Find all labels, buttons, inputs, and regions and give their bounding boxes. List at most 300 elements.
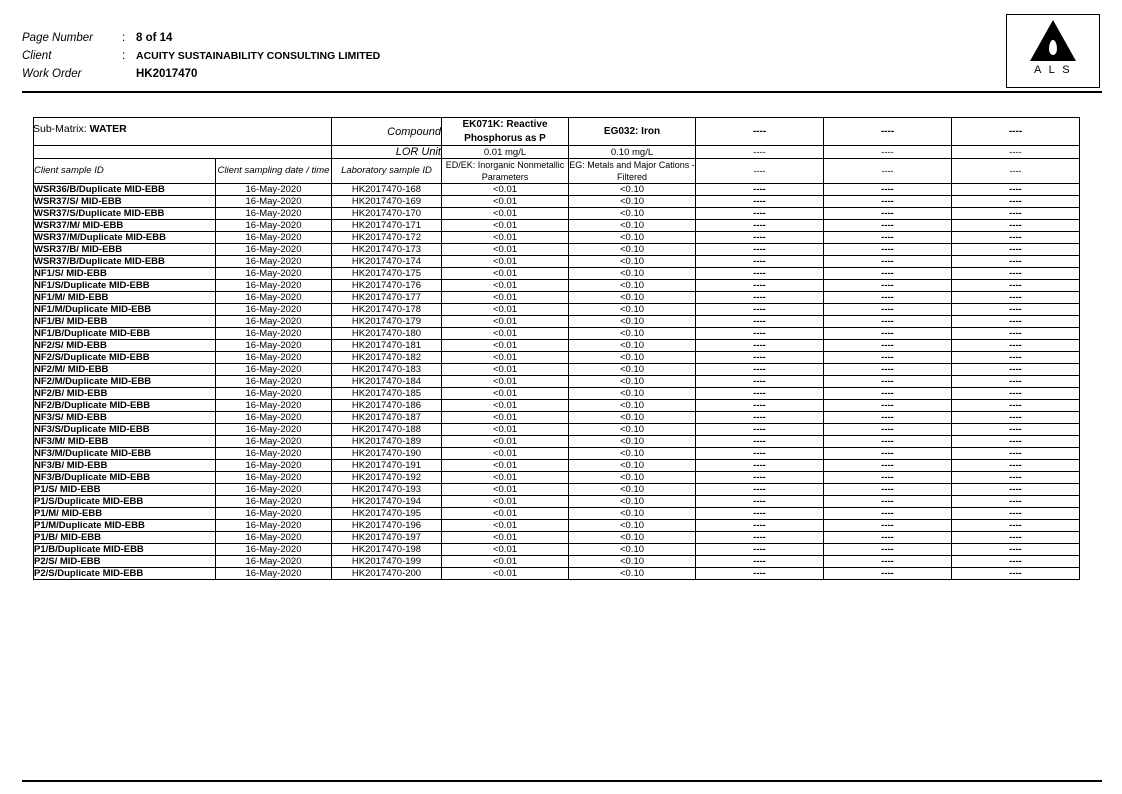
cell-sampling-date: 16-May-2020	[216, 532, 332, 544]
cell-result: <0.10	[569, 544, 696, 556]
cell-sampling-date: 16-May-2020	[216, 388, 332, 400]
cell-empty-result: ----	[952, 196, 1080, 208]
cell-empty-result: ----	[696, 532, 824, 544]
analyte-group: ED/EK: Inorganic Nonmetallic Parameters	[442, 159, 569, 184]
cell-empty-result: ----	[696, 364, 824, 376]
cell-client-sample-id: NF2/B/ MID-EBB	[34, 388, 216, 400]
cell-laboratory-sample-id: HK2017470-193	[332, 484, 442, 496]
analyte-lor-unit: 0.10 mg/L	[569, 146, 696, 159]
cell-empty-result: ----	[952, 184, 1080, 196]
table-row	[34, 520, 1080, 532]
cell-empty-result: ----	[952, 448, 1080, 460]
cell-sampling-date: 16-May-2020	[216, 568, 332, 580]
cell-empty-result: ----	[696, 268, 824, 280]
cell-result: <0.10	[569, 460, 696, 472]
cell-result: <0.01	[442, 448, 569, 460]
cell-empty-result: ----	[824, 520, 952, 532]
cell-empty-result: ----	[952, 520, 1080, 532]
cell-empty-result: ----	[824, 304, 952, 316]
cell-empty-result: ----	[696, 568, 824, 580]
analyte-lor-unit: ----	[952, 146, 1080, 159]
cell-sampling-date: 16-May-2020	[216, 424, 332, 436]
cell-laboratory-sample-id: HK2017470-175	[332, 268, 442, 280]
spacer-cell	[34, 146, 332, 159]
cell-client-sample-id: P1/S/ MID-EBB	[34, 484, 216, 496]
cell-empty-result: ----	[696, 388, 824, 400]
cell-empty-result: ----	[824, 400, 952, 412]
table-row	[34, 532, 1080, 544]
cell-client-sample-id: WSR36/B/Duplicate MID-EBB	[34, 184, 216, 196]
cell-empty-result: ----	[824, 568, 952, 580]
cell-empty-result: ----	[952, 232, 1080, 244]
cell-result: <0.10	[569, 352, 696, 364]
cell-result: <0.01	[442, 220, 569, 232]
cell-client-sample-id: NF2/M/Duplicate MID-EBB	[34, 376, 216, 388]
header-row-colon: :	[122, 32, 126, 44]
cell-result: <0.01	[442, 496, 569, 508]
triangle-icon	[1030, 20, 1076, 61]
cell-empty-result: ----	[952, 472, 1080, 484]
cell-laboratory-sample-id: HK2017470-171	[332, 220, 442, 232]
analyte-name-row	[34, 118, 1080, 146]
cell-result: <0.01	[442, 352, 569, 364]
cell-empty-result: ----	[824, 220, 952, 232]
spacer-cell	[34, 118, 332, 146]
table-row	[34, 484, 1080, 496]
cell-laboratory-sample-id: HK2017470-200	[332, 568, 442, 580]
analyte-name: ----	[696, 118, 824, 146]
cell-laboratory-sample-id: HK2017470-168	[332, 184, 442, 196]
compound-label: Compound	[332, 118, 442, 146]
cell-client-sample-id: WSR37/M/ MID-EBB	[34, 220, 216, 232]
cell-client-sample-id: NF3/B/ MID-EBB	[34, 460, 216, 472]
cell-client-sample-id: P2/S/ MID-EBB	[34, 556, 216, 568]
cell-sampling-date: 16-May-2020	[216, 472, 332, 484]
table-row	[34, 436, 1080, 448]
cell-result: <0.10	[569, 208, 696, 220]
cell-empty-result: ----	[696, 352, 824, 364]
cell-result: <0.01	[442, 340, 569, 352]
cell-empty-result: ----	[824, 532, 952, 544]
cell-empty-result: ----	[824, 268, 952, 280]
cell-laboratory-sample-id: HK2017470-172	[332, 232, 442, 244]
cell-client-sample-id: P1/B/ MID-EBB	[34, 532, 216, 544]
cell-laboratory-sample-id: HK2017470-174	[332, 256, 442, 268]
table-row	[34, 544, 1080, 556]
cell-result: <0.10	[569, 280, 696, 292]
cell-result: <0.10	[569, 448, 696, 460]
results-table-wrapper	[33, 117, 1076, 580]
analyte-lor-unit: ----	[696, 146, 824, 159]
cell-result: <0.01	[442, 556, 569, 568]
cell-empty-result: ----	[696, 280, 824, 292]
cell-empty-result: ----	[952, 220, 1080, 232]
cell-laboratory-sample-id: HK2017470-178	[332, 304, 442, 316]
cell-empty-result: ----	[824, 244, 952, 256]
cell-empty-result: ----	[952, 388, 1080, 400]
cell-empty-result: ----	[952, 292, 1080, 304]
cell-empty-result: ----	[824, 208, 952, 220]
cell-empty-result: ----	[952, 352, 1080, 364]
cell-result: <0.10	[569, 508, 696, 520]
cell-client-sample-id: NF2/B/Duplicate MID-EBB	[34, 400, 216, 412]
cell-client-sample-id: NF3/S/Duplicate MID-EBB	[34, 424, 216, 436]
cell-empty-result: ----	[824, 472, 952, 484]
cell-empty-result: ----	[824, 352, 952, 364]
sub-matrix-label: Sub-Matrix:	[33, 123, 90, 135]
cell-empty-result: ----	[824, 508, 952, 520]
results-table	[33, 117, 1080, 580]
cell-result: <0.01	[442, 244, 569, 256]
cell-sampling-date: 16-May-2020	[216, 208, 332, 220]
table-row	[34, 364, 1080, 376]
cell-laboratory-sample-id: HK2017470-192	[332, 472, 442, 484]
cell-result: <0.01	[442, 280, 569, 292]
cell-empty-result: ----	[824, 484, 952, 496]
cell-laboratory-sample-id: HK2017470-195	[332, 508, 442, 520]
cell-empty-result: ----	[824, 424, 952, 436]
cell-sampling-date: 16-May-2020	[216, 460, 332, 472]
cell-empty-result: ----	[824, 316, 952, 328]
cell-empty-result: ----	[952, 328, 1080, 340]
cell-sampling-date: 16-May-2020	[216, 484, 332, 496]
cell-result: <0.01	[442, 412, 569, 424]
table-row	[34, 412, 1080, 424]
cell-result: <0.01	[442, 232, 569, 244]
cell-laboratory-sample-id: HK2017470-189	[332, 436, 442, 448]
cell-result: <0.10	[569, 376, 696, 388]
column-header-row	[34, 159, 1080, 184]
cell-empty-result: ----	[952, 424, 1080, 436]
cell-result: <0.01	[442, 520, 569, 532]
cell-client-sample-id: NF1/M/ MID-EBB	[34, 292, 216, 304]
header-row-label: Work Order	[22, 67, 82, 80]
table-row	[34, 256, 1080, 268]
cell-client-sample-id: NF3/M/ MID-EBB	[34, 436, 216, 448]
cell-sampling-date: 16-May-2020	[216, 256, 332, 268]
cell-result: <0.01	[442, 256, 569, 268]
table-row	[34, 556, 1080, 568]
column-header-laboratory-sample-id: Laboratory sample ID	[332, 159, 442, 184]
cell-empty-result: ----	[824, 280, 952, 292]
cell-empty-result: ----	[824, 544, 952, 556]
cell-empty-result: ----	[696, 460, 824, 472]
cell-empty-result: ----	[824, 292, 952, 304]
cell-sampling-date: 16-May-2020	[216, 556, 332, 568]
table-row	[34, 208, 1080, 220]
cell-sampling-date: 16-May-2020	[216, 364, 332, 376]
cell-sampling-date: 16-May-2020	[216, 328, 332, 340]
cell-sampling-date: 16-May-2020	[216, 448, 332, 460]
cell-empty-result: ----	[824, 556, 952, 568]
cell-empty-result: ----	[696, 244, 824, 256]
cell-result: <0.01	[442, 484, 569, 496]
table-row	[34, 292, 1080, 304]
analyte-group: ----	[952, 159, 1080, 184]
footer-divider	[22, 780, 1102, 782]
table-row	[34, 472, 1080, 484]
cell-empty-result: ----	[824, 232, 952, 244]
cell-empty-result: ----	[696, 340, 824, 352]
cell-result: <0.10	[569, 532, 696, 544]
cell-laboratory-sample-id: HK2017470-194	[332, 496, 442, 508]
cell-empty-result: ----	[952, 544, 1080, 556]
cell-laboratory-sample-id: HK2017470-184	[332, 376, 442, 388]
cell-empty-result: ----	[696, 196, 824, 208]
cell-result: <0.10	[569, 304, 696, 316]
table-row	[34, 568, 1080, 580]
cell-client-sample-id: WSR37/B/Duplicate MID-EBB	[34, 256, 216, 268]
header-row-label: Client	[22, 49, 52, 62]
cell-result: <0.10	[569, 484, 696, 496]
cell-result: <0.10	[569, 292, 696, 304]
flame-icon	[1049, 40, 1057, 55]
analyte-group: ----	[824, 159, 952, 184]
cell-laboratory-sample-id: HK2017470-183	[332, 364, 442, 376]
header-row-value: ACUITY SUSTAINABILITY CONSULTING LIMITED	[136, 49, 381, 62]
cell-client-sample-id: P2/S/Duplicate MID-EBB	[34, 568, 216, 580]
cell-laboratory-sample-id: HK2017470-181	[332, 340, 442, 352]
cell-client-sample-id: NF3/M/Duplicate MID-EBB	[34, 448, 216, 460]
cell-sampling-date: 16-May-2020	[216, 508, 332, 520]
table-row	[34, 388, 1080, 400]
sub-matrix-value: WATER	[89, 123, 127, 135]
cell-result: <0.01	[442, 292, 569, 304]
cell-result: <0.01	[442, 568, 569, 580]
cell-client-sample-id: NF1/B/Duplicate MID-EBB	[34, 328, 216, 340]
cell-result: <0.01	[442, 304, 569, 316]
analyte-name: EK071K: Reactive Phosphorus as P	[442, 118, 569, 146]
cell-empty-result: ----	[696, 316, 824, 328]
cell-result: <0.10	[569, 220, 696, 232]
cell-empty-result: ----	[696, 376, 824, 388]
header-row-value: HK2017470	[136, 67, 198, 80]
cell-client-sample-id: P1/S/Duplicate MID-EBB	[34, 496, 216, 508]
cell-empty-result: ----	[696, 412, 824, 424]
cell-empty-result: ----	[824, 448, 952, 460]
header-row	[22, 66, 662, 84]
cell-sampling-date: 16-May-2020	[216, 196, 332, 208]
analyte-name: ----	[824, 118, 952, 146]
page-header	[0, 0, 1122, 89]
cell-empty-result: ----	[824, 388, 952, 400]
table-row	[34, 328, 1080, 340]
cell-result: <0.01	[442, 376, 569, 388]
table-row	[34, 184, 1080, 196]
cell-empty-result: ----	[696, 400, 824, 412]
analyte-lor-unit: ----	[824, 146, 952, 159]
cell-client-sample-id: NF1/M/Duplicate MID-EBB	[34, 304, 216, 316]
cell-sampling-date: 16-May-2020	[216, 220, 332, 232]
header-field-list	[22, 30, 662, 83]
cell-empty-result: ----	[696, 436, 824, 448]
header-divider	[22, 91, 1102, 93]
cell-empty-result: ----	[952, 412, 1080, 424]
cell-result: <0.10	[569, 412, 696, 424]
cell-sampling-date: 16-May-2020	[216, 268, 332, 280]
cell-result: <0.10	[569, 196, 696, 208]
cell-empty-result: ----	[696, 484, 824, 496]
cell-empty-result: ----	[952, 244, 1080, 256]
table-row	[34, 268, 1080, 280]
cell-laboratory-sample-id: HK2017470-188	[332, 424, 442, 436]
cell-empty-result: ----	[696, 184, 824, 196]
cell-result: <0.01	[442, 196, 569, 208]
cell-result: <0.10	[569, 232, 696, 244]
cell-result: <0.01	[442, 460, 569, 472]
cell-empty-result: ----	[952, 532, 1080, 544]
table-row	[34, 508, 1080, 520]
cell-result: <0.10	[569, 436, 696, 448]
cell-result: <0.01	[442, 268, 569, 280]
cell-result: <0.01	[442, 316, 569, 328]
table-row	[34, 424, 1080, 436]
cell-result: <0.01	[442, 436, 569, 448]
cell-sampling-date: 16-May-2020	[216, 184, 332, 196]
cell-sampling-date: 16-May-2020	[216, 496, 332, 508]
cell-client-sample-id: WSR37/M/Duplicate MID-EBB	[34, 232, 216, 244]
cell-client-sample-id: P1/M/ MID-EBB	[34, 508, 216, 520]
table-row	[34, 496, 1080, 508]
cell-client-sample-id: NF1/B/ MID-EBB	[34, 316, 216, 328]
table-row	[34, 244, 1080, 256]
column-header-client-sampling-date: Client sampling date / time	[216, 159, 332, 184]
cell-result: <0.01	[442, 532, 569, 544]
cell-empty-result: ----	[824, 376, 952, 388]
cell-empty-result: ----	[952, 340, 1080, 352]
cell-empty-result: ----	[696, 232, 824, 244]
cell-result: <0.10	[569, 388, 696, 400]
cell-client-sample-id: NF1/S/Duplicate MID-EBB	[34, 280, 216, 292]
cell-empty-result: ----	[824, 256, 952, 268]
cell-empty-result: ----	[696, 256, 824, 268]
cell-client-sample-id: NF3/B/Duplicate MID-EBB	[34, 472, 216, 484]
cell-empty-result: ----	[952, 508, 1080, 520]
cell-result: <0.10	[569, 496, 696, 508]
cell-sampling-date: 16-May-2020	[216, 316, 332, 328]
table-row	[34, 376, 1080, 388]
cell-empty-result: ----	[952, 460, 1080, 472]
cell-result: <0.01	[442, 364, 569, 376]
cell-result: <0.01	[442, 328, 569, 340]
cell-sampling-date: 16-May-2020	[216, 244, 332, 256]
cell-result: <0.10	[569, 400, 696, 412]
cell-result: <0.10	[569, 268, 696, 280]
cell-laboratory-sample-id: HK2017470-180	[332, 328, 442, 340]
cell-empty-result: ----	[952, 280, 1080, 292]
cell-laboratory-sample-id: HK2017470-169	[332, 196, 442, 208]
analyte-lor-unit: 0.01 mg/L	[442, 146, 569, 159]
cell-result: <0.10	[569, 328, 696, 340]
cell-empty-result: ----	[696, 520, 824, 532]
cell-laboratory-sample-id: HK2017470-182	[332, 352, 442, 364]
cell-laboratory-sample-id: HK2017470-173	[332, 244, 442, 256]
cell-sampling-date: 16-May-2020	[216, 376, 332, 388]
cell-sampling-date: 16-May-2020	[216, 544, 332, 556]
cell-empty-result: ----	[952, 568, 1080, 580]
cell-empty-result: ----	[952, 208, 1080, 220]
cell-result: <0.10	[569, 340, 696, 352]
cell-empty-result: ----	[696, 328, 824, 340]
cell-laboratory-sample-id: HK2017470-187	[332, 412, 442, 424]
cell-laboratory-sample-id: HK2017470-196	[332, 520, 442, 532]
table-row	[34, 460, 1080, 472]
cell-sampling-date: 16-May-2020	[216, 304, 332, 316]
cell-sampling-date: 16-May-2020	[216, 436, 332, 448]
table-row	[34, 280, 1080, 292]
cell-result: <0.01	[442, 388, 569, 400]
cell-empty-result: ----	[696, 508, 824, 520]
header-row-value: 8 of 14	[136, 32, 173, 44]
cell-result: <0.10	[569, 568, 696, 580]
cell-laboratory-sample-id: HK2017470-191	[332, 460, 442, 472]
cell-sampling-date: 16-May-2020	[216, 232, 332, 244]
cell-laboratory-sample-id: HK2017470-179	[332, 316, 442, 328]
cell-laboratory-sample-id: HK2017470-186	[332, 400, 442, 412]
header-row	[22, 30, 662, 48]
analyte-group: ----	[696, 159, 824, 184]
cell-empty-result: ----	[824, 328, 952, 340]
cell-result: <0.10	[569, 472, 696, 484]
cell-result: <0.01	[442, 424, 569, 436]
cell-empty-result: ----	[696, 292, 824, 304]
lor-unit-label: LOR Unit	[332, 146, 442, 159]
cell-sampling-date: 16-May-2020	[216, 352, 332, 364]
cell-empty-result: ----	[824, 436, 952, 448]
table-row	[34, 196, 1080, 208]
cell-laboratory-sample-id: HK2017470-177	[332, 292, 442, 304]
table-row	[34, 400, 1080, 412]
cell-empty-result: ----	[952, 256, 1080, 268]
cell-empty-result: ----	[824, 196, 952, 208]
cell-laboratory-sample-id: HK2017470-176	[332, 280, 442, 292]
cell-client-sample-id: NF2/M/ MID-EBB	[34, 364, 216, 376]
cell-client-sample-id: NF2/S/ MID-EBB	[34, 340, 216, 352]
cell-empty-result: ----	[696, 556, 824, 568]
header-row	[22, 48, 662, 66]
cell-client-sample-id: NF2/S/Duplicate MID-EBB	[34, 352, 216, 364]
cell-empty-result: ----	[952, 364, 1080, 376]
cell-laboratory-sample-id: HK2017470-190	[332, 448, 442, 460]
table-row	[34, 232, 1080, 244]
cell-empty-result: ----	[952, 496, 1080, 508]
cell-result: <0.01	[442, 208, 569, 220]
cell-empty-result: ----	[824, 184, 952, 196]
cell-laboratory-sample-id: HK2017470-170	[332, 208, 442, 220]
cell-empty-result: ----	[824, 496, 952, 508]
cell-sampling-date: 16-May-2020	[216, 520, 332, 532]
cell-sampling-date: 16-May-2020	[216, 400, 332, 412]
cell-empty-result: ----	[952, 376, 1080, 388]
table-row	[34, 316, 1080, 328]
cell-result: <0.01	[442, 472, 569, 484]
cell-empty-result: ----	[952, 304, 1080, 316]
column-header-client-sample-id: Client sample ID	[34, 159, 216, 184]
als-logo	[1006, 14, 1100, 88]
table-row	[34, 448, 1080, 460]
cell-empty-result: ----	[696, 472, 824, 484]
cell-laboratory-sample-id: HK2017470-197	[332, 532, 442, 544]
lor-unit-row	[34, 146, 1080, 159]
cell-client-sample-id: P1/B/Duplicate MID-EBB	[34, 544, 216, 556]
cell-client-sample-id: P1/M/Duplicate MID-EBB	[34, 520, 216, 532]
analyte-name: ----	[952, 118, 1080, 146]
table-row	[34, 304, 1080, 316]
cell-empty-result: ----	[824, 412, 952, 424]
cell-empty-result: ----	[696, 304, 824, 316]
cell-empty-result: ----	[696, 544, 824, 556]
cell-sampling-date: 16-May-2020	[216, 412, 332, 424]
